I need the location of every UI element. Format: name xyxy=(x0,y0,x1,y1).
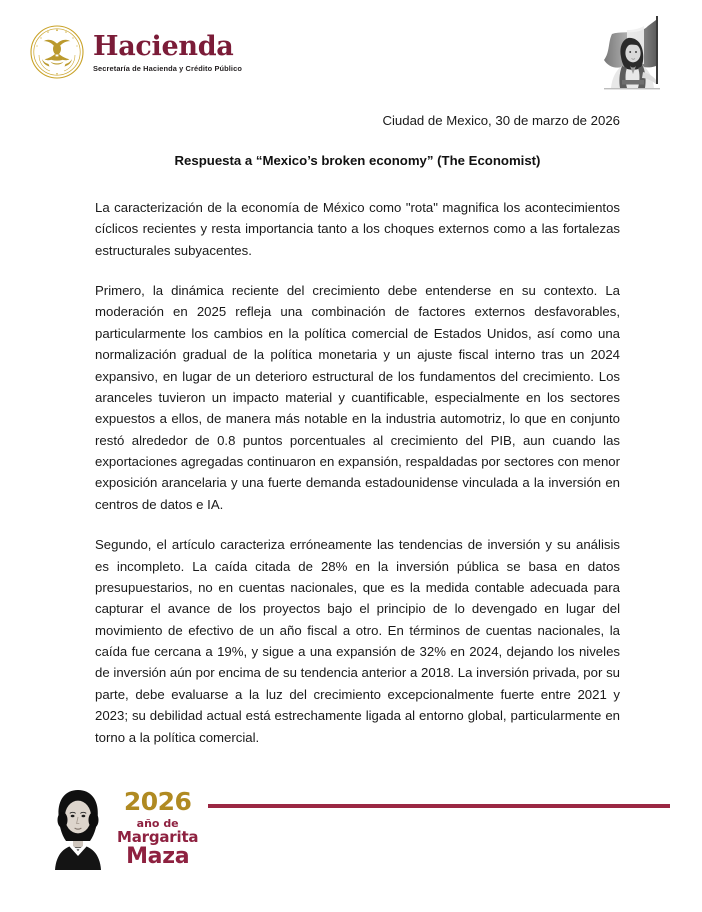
hacienda-brand xyxy=(30,25,242,79)
footer-anio-de: año de xyxy=(136,816,179,830)
footer-name-line-1: Margarita xyxy=(117,828,199,847)
page-title: Respuesta a “Mexico’s broken economy” (The Economist) xyxy=(174,153,541,169)
margarita-maza-logo xyxy=(45,784,198,870)
brand-title: Hacienda xyxy=(93,30,234,62)
mexican-coat-of-arms-seal-icon xyxy=(30,25,84,79)
body-paragraph-1: La caracterización de la economía de México como "rota" magnifica los acontecimientos cíclicos recientes y resta importancia tanto a los choques externos como a las fortalezas estructurales subyacentes. xyxy=(95,199,620,258)
footer-year: 2026 xyxy=(123,787,192,816)
footer-divider-rule xyxy=(208,804,670,808)
body-paragraph-2: Primero, la dinámica reciente del crecimiento debe entenderse en su contexto. La moderación en 2025 refleja una combinación de factores externos desfavorables, particularmente los cambios en la política comercial de Estados Unidos, así como una normalización gradual de la política monetaria y un ajuste fiscal interno tras un 2024 expansivo, en lugar de un deterioro estructural de los fundamentos del crecimiento. Los aranceles tuvieron un impacto material y cuantificable, especialmente en los sectores expuestos a ellos, de manera más notable en la industria automotriz, lo que en conjunto restó alrededor de 0.8 puntos porcentuales al crecimiento del PIB, aun cuando las exportaciones agregadas continuaron en expansión, respaldadas por sectores con menor exposición arancelaria y una fuerte demanda estadounidense vinculada a la inversión en centros de datos e IA. xyxy=(95,283,620,512)
margarita-maza-wordmark xyxy=(117,787,199,870)
dateline: Ciudad de Mexico, 30 de marzo de 2026 xyxy=(382,113,620,128)
margarita-maza-portrait-icon xyxy=(45,784,111,870)
footer-name-line-2: Maza xyxy=(126,844,190,869)
brand-text-block xyxy=(93,31,242,73)
brand-subtitle: Secretaría de Hacienda y Crédito Público xyxy=(93,64,242,74)
document-body xyxy=(95,112,620,748)
page-header xyxy=(0,0,702,108)
page-footer xyxy=(0,772,702,912)
woman-with-mexican-flag-illustration-icon xyxy=(586,8,678,100)
body-paragraph-3: Segundo, el artículo caracteriza erróneamente las tendencias de inversión y su análisis es incompleto. La caída citada de 28% en la inversión pública se basa en datos presupuestarios, no en cuentas nacionales, que es la medida contable adecuada para capturar el avance de los proyectos bajo el principio de lo devengado en lugar del movimiento de efectivo de un año fiscal a otro. En términos de cuentas nacionales, la caída fue cercana a 19%, y sigue a una expansión de 32% en 2024, dejando los niveles de inversión aún por encima de su tendencia anterior a 2018. La inversión privada, por su parte, debe evaluarse a la luz del crecimiento excepcionalmente fuerte entre 2021 y 2023; su debilidad actual está estrechamente ligada al entorno global, particularmente en torno a la política comercial. xyxy=(95,537,620,745)
